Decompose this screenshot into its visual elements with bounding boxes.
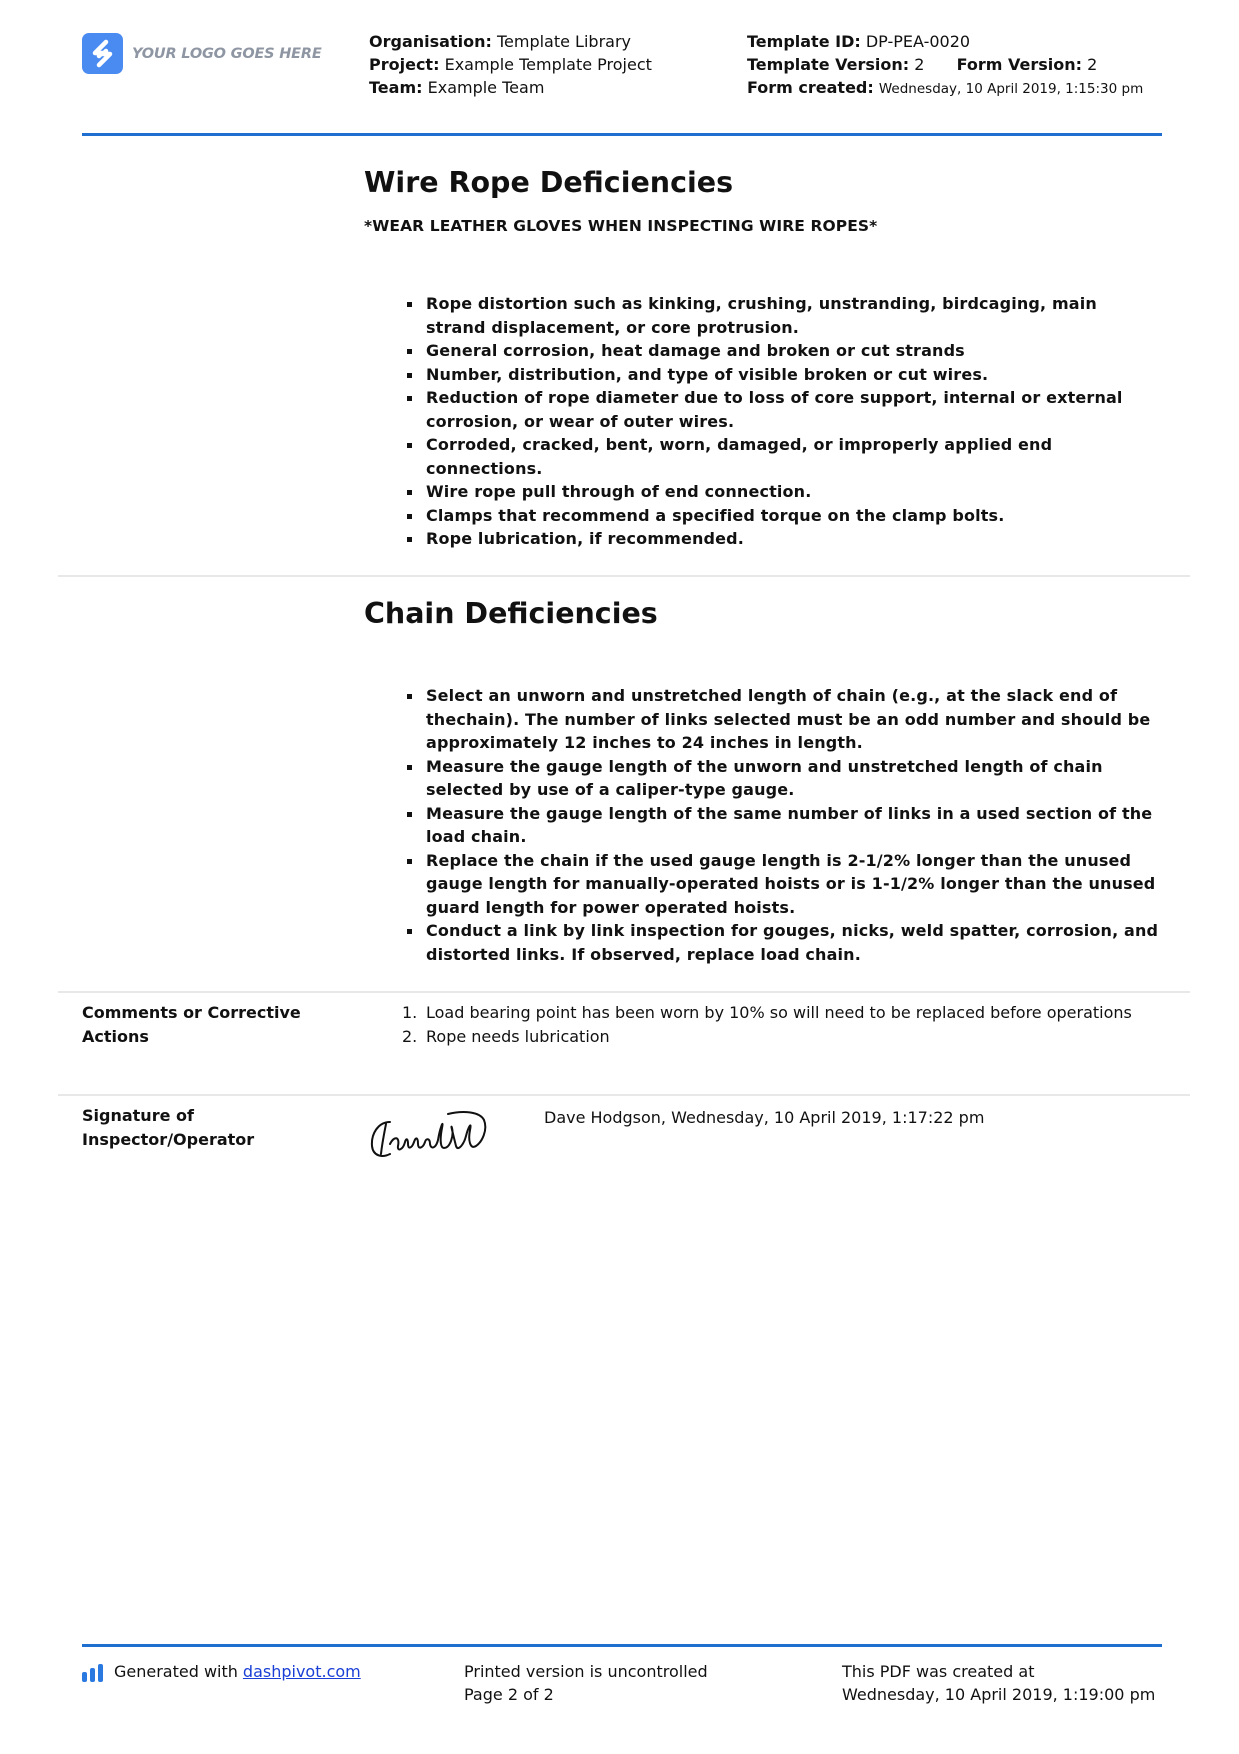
list-item: Measure the gauge length of the same number of links in a used section of the load chain. bbox=[400, 802, 1160, 849]
section-divider bbox=[58, 1094, 1190, 1096]
list-number: 2. bbox=[402, 1027, 418, 1046]
project-line bbox=[369, 53, 729, 76]
dashpivot-link[interactable]: dashpivot.com bbox=[242, 1662, 361, 1681]
comment-text: Load bearing point has been worn by 10% so will need to be replaced before operations bbox=[426, 1003, 1132, 1022]
form-version-value: 2 bbox=[1087, 55, 1098, 74]
project-label: Project: bbox=[369, 55, 440, 74]
signature-label: Signature of Inspector/Operator bbox=[82, 1106, 255, 1149]
list-item: Clamps that recommend a specified torque on the clamp bolts. bbox=[400, 504, 1160, 528]
version-line bbox=[747, 53, 1162, 76]
section-divider bbox=[58, 991, 1190, 993]
generated-with bbox=[82, 1660, 361, 1683]
chain-list bbox=[400, 684, 1160, 966]
pdf-created-prefix: This PDF was created at bbox=[842, 1662, 1035, 1681]
wire-rope-title: Wire Rope Deficiencies bbox=[364, 166, 734, 199]
list-item: Reduction of rope diameter due to loss of core support, internal or external corrosion, or wear of outer wires. bbox=[400, 386, 1160, 433]
form-created-label: Form created: bbox=[747, 78, 874, 97]
form-created-line bbox=[747, 76, 1162, 101]
list-number: 1. bbox=[402, 1003, 418, 1022]
signature-image bbox=[368, 1108, 500, 1164]
organisation-line bbox=[369, 30, 729, 53]
list-item: Rope lubrication, if recommended. bbox=[400, 527, 1160, 551]
gloves-warning: *WEAR LEATHER GLOVES WHEN INSPECTING WIRE ROPES* bbox=[364, 217, 878, 235]
list-item: Corroded, cracked, bent, worn, damaged, or improperly applied end connections. bbox=[400, 433, 1160, 480]
template-version-value: 2 bbox=[914, 55, 925, 74]
logo-text: YOUR LOGO GOES HERE bbox=[132, 45, 322, 62]
template-id-label: Template ID: bbox=[747, 32, 861, 51]
team-label: Team: bbox=[369, 78, 423, 97]
template-id-value: DP-PEA-0020 bbox=[865, 32, 971, 51]
template-version-label: Template Version: bbox=[747, 55, 910, 74]
form-created-value: Wednesday, 10 April 2019, 1:15:30 pm bbox=[878, 81, 1144, 97]
header-divider bbox=[82, 133, 1162, 136]
logo-icon bbox=[82, 33, 123, 74]
list-item: Rope distortion such as kinking, crushing, unstranding, birdcaging, main strand displacement, or core protrusion. bbox=[400, 292, 1160, 339]
section-divider bbox=[58, 575, 1190, 577]
list-item: General corrosion, heat damage and broken or cut strands bbox=[400, 339, 1160, 363]
form-version-label: Form Version: bbox=[956, 55, 1083, 74]
list-item: Select an unworn and unstretched length of chain (e.g., at the slack end of thechain). The number of links selected must be an odd number and should be approximately 12 inches to 24 inches in length. bbox=[400, 684, 1160, 755]
list-item: Wire rope pull through of end connection. bbox=[400, 480, 1160, 504]
wire-rope-section bbox=[364, 166, 1164, 235]
chain-title: Chain Deficiencies bbox=[364, 597, 658, 630]
print-info bbox=[464, 1660, 708, 1706]
list-item: Conduct a link by link inspection for gouges, nicks, weld spatter, corrosion, and distorted links. If observed, replace load chain. bbox=[400, 919, 1160, 966]
generated-prefix: Generated with bbox=[114, 1662, 238, 1681]
list-item: Measure the gauge length of the unworn and unstretched length of chain selected by use of a caliper-type gauge. bbox=[400, 755, 1160, 802]
uncontrolled-note: Printed version is uncontrolled bbox=[464, 1662, 708, 1681]
comments-label: Comments or Corrective Actions bbox=[82, 1003, 301, 1046]
organisation-value: Template Library bbox=[496, 32, 631, 51]
list-item: Replace the chain if the used gauge length is 2-1/2% longer than the unused gauge length for manually-operated hoists or is 1-1/2% longer than the unused guard length for power operated hoists. bbox=[400, 849, 1160, 920]
list-item: Number, distribution, and type of visible broken or cut wires. bbox=[400, 363, 1160, 387]
pdf-created-value: Wednesday, 10 April 2019, 1:19:00 pm bbox=[842, 1685, 1156, 1704]
pdf-created-info bbox=[842, 1660, 1162, 1706]
comments-list bbox=[400, 1001, 1140, 1049]
project-value: Example Template Project bbox=[444, 55, 652, 74]
company-logo bbox=[82, 33, 322, 74]
wire-rope-list bbox=[400, 292, 1160, 551]
team-line bbox=[369, 76, 729, 99]
organisation-label: Organisation: bbox=[369, 32, 492, 51]
list-item bbox=[400, 1001, 1140, 1025]
page-header bbox=[82, 30, 1162, 134]
signature-details: Dave Hodgson, Wednesday, 10 April 2019, 1:17:22 pm bbox=[544, 1108, 985, 1127]
header-meta-right bbox=[747, 30, 1162, 101]
header-meta-left bbox=[369, 30, 729, 99]
chain-section bbox=[364, 597, 1164, 630]
dashpivot-icon bbox=[82, 1664, 104, 1682]
page-number: Page 2 of 2 bbox=[464, 1685, 554, 1704]
team-value: Example Team bbox=[427, 78, 545, 97]
footer-divider bbox=[82, 1644, 1162, 1647]
comment-text: Rope needs lubrication bbox=[426, 1027, 610, 1046]
list-item bbox=[400, 1025, 1140, 1049]
template-id-line bbox=[747, 30, 1162, 53]
